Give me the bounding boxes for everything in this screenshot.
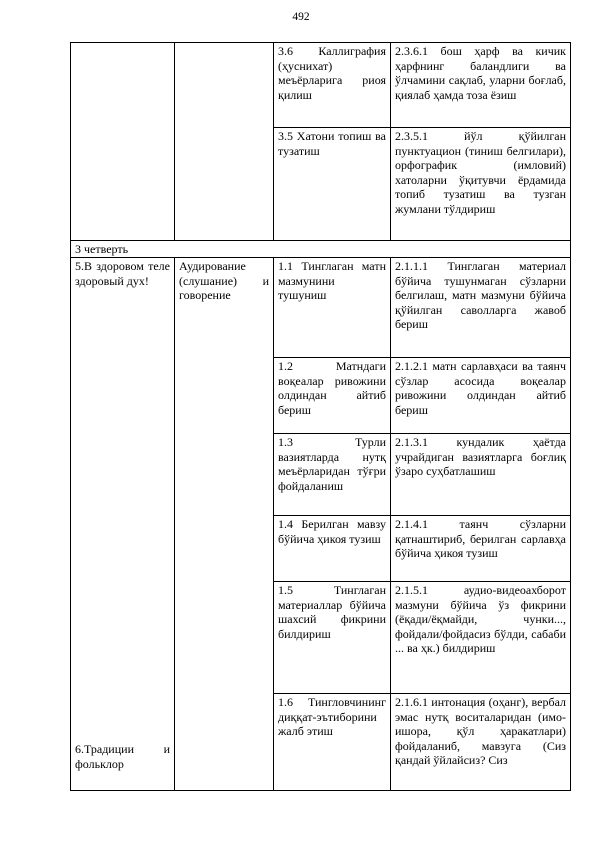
goal-cell: 1.1 Тинглаган матн мазмунини тушуниш: [274, 258, 391, 358]
quarter-label: 3 четверть: [71, 241, 571, 258]
theme-title-2: 6.Традиции и фольклор: [75, 742, 170, 771]
skill-cell-empty: [175, 43, 274, 241]
skill-cell: Аудирование (слушание) и говорение: [175, 258, 274, 791]
quarter-row: [71, 241, 571, 258]
goal-cell: 1.6 Тингловчининг диққат-эътиборини жалб этиш: [274, 694, 391, 791]
theme-cell: [71, 258, 175, 791]
curriculum-table: [70, 42, 571, 791]
theme-cell-empty: [71, 43, 175, 241]
goal-cell: 1.4 Берилган мавзу бўйича ҳикоя тузиш: [274, 516, 391, 582]
table-row: [71, 43, 571, 128]
objective-cell: 2.1.3.1 кундалик ҳаётда учрайдиган вазиятларга боғлиқ ўзаро суҳбатлашиш: [391, 434, 571, 516]
table-row: [71, 258, 571, 358]
objective-cell: 2.1.2.1 матн сарлавҳаси ва таянч сўзлар асосида воқеалар ривожини олдиндан айтиб бериш: [391, 358, 571, 434]
objective-cell: 2.1.5.1 аудио-видеоахборот мазмуни бўйича ўз фикрини (ёқади/ёқмайди, чунки..., фойдали/фойдасиз бўлди, сабаби ... ва ҳк.) билдириш: [391, 582, 571, 694]
objective-cell: 2.1.1.1 Тинглаган материал бўйича тушунмаган сўзларни белгилаш, матн мазмуни бўйича қўйилган саволларга жавоб бериш: [391, 258, 571, 358]
objective-cell: 2.1.4.1 таянч сўзларни қатнаштириб, берилган сарлавҳа бўйича ҳикоя тузиш: [391, 516, 571, 582]
objective-cell: 2.3.6.1 бош ҳарф ва кичик ҳарфнинг баландлиги ва ўлчамини сақлаб, уларни боғлаб, қиялаб ҳамда тоза ёзиш: [391, 43, 571, 128]
goal-cell: 1.3 Турли вазиятларда нутқ меъёрларидан тўғри фойдаланиш: [274, 434, 391, 516]
objective-cell: 2.3.5.1 йўл қўйилган пунктуацион (тиниш белгилари), орфографик (имловий) хатоларни ўқитувчи ёрдамида топиб тузатиш ва тузган жумлани тўлдириш: [391, 128, 571, 241]
goal-cell: 1.2 Матндаги воқеалар ривожини олдиндан айтиб бериш: [274, 358, 391, 434]
theme-title: 5.В здоровом теле здоровый дух!: [75, 259, 170, 288]
goal-cell: 3.5 Хатони топиш ва тузатиш: [274, 128, 391, 241]
goal-cell: 3.6 Каллиграфия (ҳуснихат) меъёрларига риоя қилиш: [274, 43, 391, 128]
goal-cell: 1.5 Тинглаган материаллар бўйича шахсий фикрини билдириш: [274, 582, 391, 694]
objective-cell: 2.1.6.1 интонация (оҳанг), вербал эмас нутқ воситаларидан (имо-ишора, қўл ҳаракатлари) фойдаланиб, мавзуга (Сиз қандай ўйлайсиз? Сиз: [391, 694, 571, 791]
page-number: 492: [292, 11, 310, 23]
